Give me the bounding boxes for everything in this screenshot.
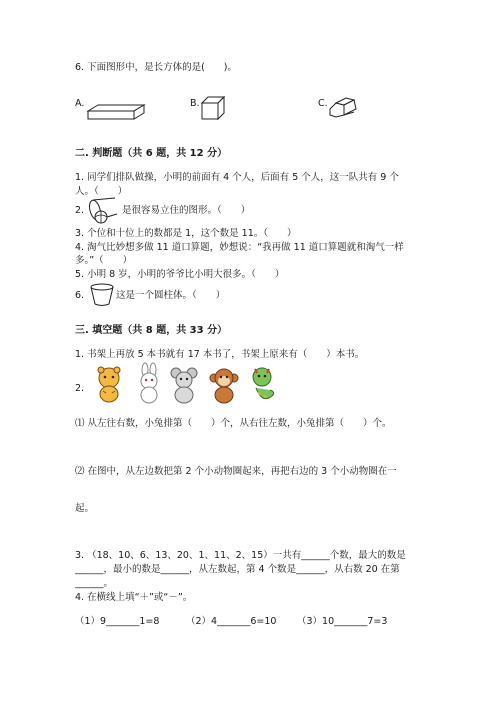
tf-question-6-number: 6. [75, 290, 85, 301]
tf-question-6-text: 这是一个圆柱体。（ ） [116, 290, 226, 301]
tf-question-2-number: 2. [75, 205, 85, 216]
fill-question-4-part-3: （3）10_______7=3 [297, 616, 388, 627]
cylinder-and-ball-figure [87, 196, 119, 224]
option-b-label: B. [190, 98, 200, 109]
fill-question-2-part-2: ⑵ 在图中，从左边数把第 2 个小动物圈起来，再把右边的 3 个小动物圈在一 [75, 466, 397, 477]
mouse-animal-icon [168, 366, 200, 404]
cuboid-figure-a [86, 103, 146, 121]
tf-question-1-line2: 人。（ ） [75, 186, 128, 197]
tf-question-4-line2: 多。”（ ） [75, 255, 133, 266]
dragon-animal-icon [246, 366, 278, 404]
section-2-title: 二. 判断题（共 6 题，共 12 分） [75, 148, 228, 159]
fill-question-2-part-1: ⑴ 从左往右数，小兔排第（ ）个，从右往左数，小兔排第（ ）个。 [75, 418, 392, 429]
fill-question-4-part-2: （2）4_______6=10 [186, 616, 277, 627]
tf-question-4-line1: 4. 淘气比妙想多做 11 道口算题，妙想说：“我再做 11 道口算题就和淘气一样 [75, 242, 404, 253]
tf-question-3: 3. 个位和十位上的数都是 1，这个数是 11。（ ） [75, 228, 297, 239]
option-c-label: C. [318, 98, 328, 109]
fill-question-4-part-1: （1）9_______1=8 [75, 616, 160, 627]
tf-question-2-text: 是很容易立住的图形。（ ） [122, 205, 251, 216]
fill-question-3-line1: 3. （18、10、6、13、20、1、11、2、15）一共有______个数，最大的数是 [75, 550, 406, 561]
rabbit-animal-icon [135, 364, 163, 404]
fill-question-2-number: 2. [75, 383, 85, 394]
fill-question-3-line2: ______，最小的数是______，从左数起，第 4 个数是______，从右数 20 在第 [75, 564, 400, 575]
tf-question-5: 5. 小明 8 岁，小明的爷爷比小明大很多。（ ） [75, 269, 285, 280]
frustum-bucket-figure [89, 283, 115, 307]
fill-question-4-stem: 4. 在横线上填“＋”或“－”。 [75, 592, 193, 603]
hexagonal-prism-figure-c [328, 97, 358, 121]
option-a-label: A. [75, 98, 85, 109]
fill-question-2-part-2-continued: 起。 [75, 503, 95, 514]
fill-question-1: 1. 书架上再放 5 本书就有 17 本书了，书架上原来有（ ）本书。 [75, 349, 365, 360]
monkey-animal-icon [208, 366, 240, 404]
cube-figure-b [200, 95, 226, 121]
fill-question-3-line3: ______。 [75, 578, 114, 589]
tiger-animal-icon [93, 366, 125, 404]
question-6-stem: 6. 下面图形中，是长方体的是( )。 [75, 62, 237, 73]
section-3-title: 三. 填空题（共 8 题，共 33 分） [75, 325, 228, 336]
tf-question-1-line1: 1. 同学们排队做操，小明的前面有 4 个人，后面有 5 个人，这一队共有 9 个 [75, 172, 399, 183]
